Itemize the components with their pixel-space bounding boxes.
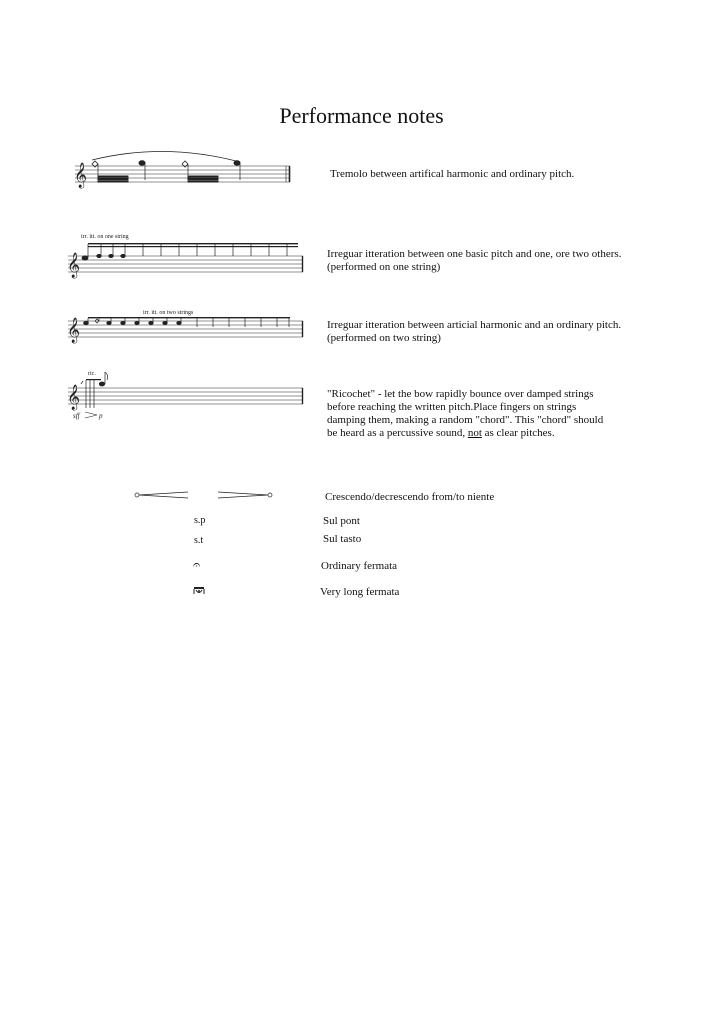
note-irregular-one-string: Irreguar itteration between one basic pitch and one, ore two others. (performed on one string) xyxy=(327,248,622,273)
label-two-strings: irr. itt. on two strings xyxy=(143,310,194,316)
long-fermata-icon xyxy=(193,586,205,596)
legend-label-niente: Crescendo/decrescendo from/to niente xyxy=(325,491,495,503)
label-one-string: irr. itt. on one string xyxy=(81,234,129,240)
svg-text:𝄞: 𝄞 xyxy=(67,385,81,410)
dynamic-sff: sff xyxy=(73,412,80,420)
niente-hairpins-icon xyxy=(133,488,278,502)
decrescendo-hairpin xyxy=(85,412,97,418)
fermata-icon: 𝄐 xyxy=(193,558,201,573)
svg-text:𝄞: 𝄞 xyxy=(74,163,88,188)
note-irregular-two-strings: Irreguar itteration between articial harmonic and an ordinary pitch. (performed on two string) xyxy=(327,319,622,344)
staff-ricochet xyxy=(63,366,308,426)
svg-text:𝄞: 𝄞 xyxy=(67,253,81,278)
staff-irregular-two-strings xyxy=(63,307,308,352)
legend-symbol-sp: s.p xyxy=(194,515,206,526)
page-title: Performance notes xyxy=(279,103,444,128)
note-ricochet: "Ricochet" - let the bow rapidly bounce over damped strings before reaching the written pitch.Place fingers on strings damping them, making a random "chord". This "chord" should be heard as a percussive sound, not as clear pitches. xyxy=(327,388,604,439)
label-ric: ric. xyxy=(88,371,96,377)
staff-tremolo xyxy=(70,150,295,195)
legend-label-ordinary-fermata: Ordinary fermata xyxy=(321,560,398,572)
note-tremolo: Tremolo between artifical harmonic and ordinary pitch. xyxy=(330,168,575,180)
staff-irregular-one-string xyxy=(63,230,308,285)
legend-label-sul-tasto: Sul tasto xyxy=(323,533,362,545)
legend-label-very-long-fermata: Very long fermata xyxy=(320,586,400,598)
legend-symbol-st: s.t xyxy=(194,535,204,546)
svg-text:𝄞: 𝄞 xyxy=(67,318,81,343)
dynamic-p: p xyxy=(99,412,103,420)
legend-label-sul-pont: Sul pont xyxy=(323,515,360,527)
